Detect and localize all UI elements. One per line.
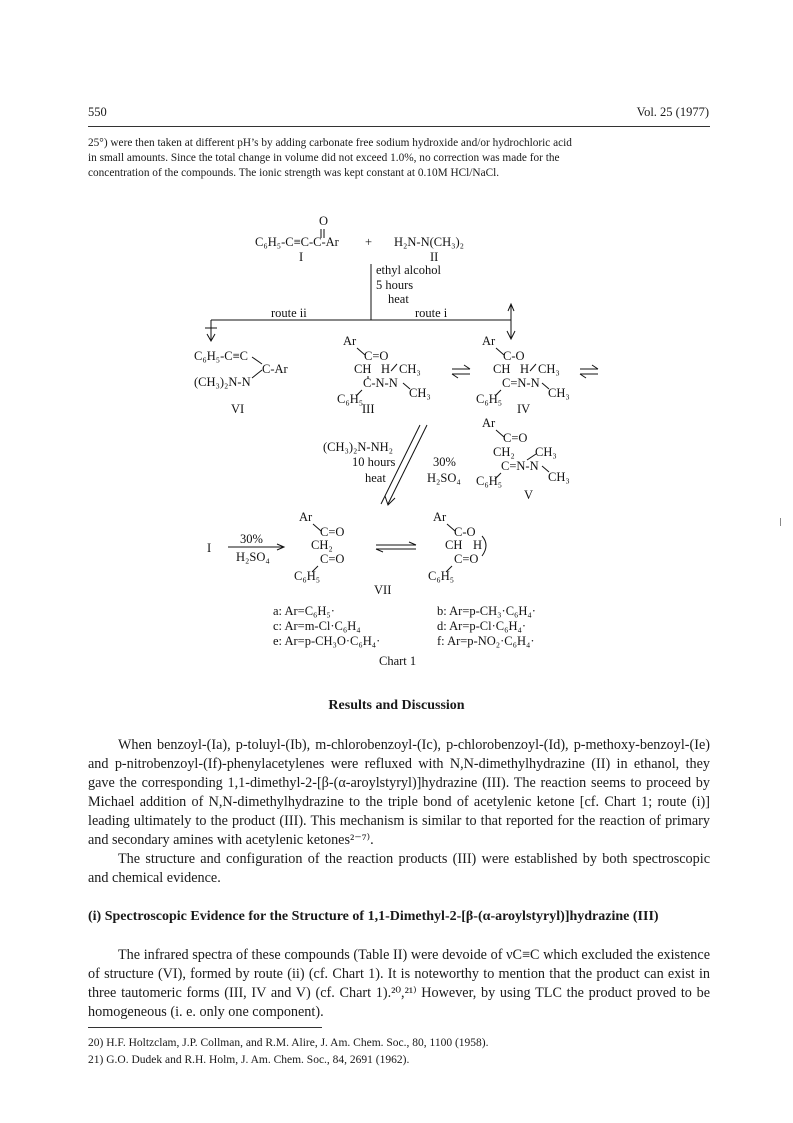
route-ii-label: route ii (271, 306, 307, 320)
intro-line-1: 25°) were then taken at different pH’s by adding carbonate free sodium hydroxide and/or hydrochloric acid (88, 137, 572, 149)
svg-text:C-N-N: C-N-N (363, 376, 398, 390)
section-title: Results and Discussion (328, 698, 465, 713)
vi-bond-2 (252, 370, 262, 378)
condition-time: 5 hours (376, 278, 414, 292)
label-VII: VII (374, 583, 392, 597)
ar-c: c: Ar=m-Cl·C₆H₄ (273, 619, 361, 633)
svg-text:C₆H₅: C₆H₅ (476, 474, 503, 488)
label-III: III (362, 402, 375, 416)
svg-text:H: H (473, 538, 483, 552)
intro-line-3: concentration of the compounds. The ionic strength was kept constant at 0.10M HCl/NaCl. (88, 167, 500, 179)
paragraph-3: The infrared spectra of these compounds (Table II) were devoide of νC≡C which excluded the existence of structure (VI), formed by route (ii) (cf. Chart 1). It is noteworthy to mention that the product can exist in three tautomeric forms (III, IV and V) (cf. Chart 1).²⁰,²¹⁾ However, by using TLC the product proved to be homogeneous (i. e. only one component). (88, 947, 710, 1020)
svg-text:CH₃: CH₃ (399, 362, 421, 376)
label-IV: IV (517, 402, 531, 416)
ar-f: f: Ar=p-NO₂·C₆H₄· (437, 634, 535, 648)
ar-b: b: Ar=p-CH₃·C₆H₄· (437, 604, 536, 618)
ar-e: e: Ar=p-CH₃O·C₆H₄· (273, 634, 381, 648)
bottom-acid-2: H₂SO₄ (236, 550, 270, 564)
svg-text:C=O: C=O (320, 525, 345, 539)
svg-text:CH₃: CH₃ (548, 386, 570, 400)
label-I: I (299, 250, 304, 264)
bottom-I: I (207, 541, 212, 555)
svg-text:C₆H₅: C₆H₅ (476, 392, 503, 406)
svg-text:CH: CH (493, 362, 511, 376)
svg-text:Ar: Ar (482, 334, 496, 348)
svg-text:C=O: C=O (503, 431, 528, 445)
svg-text:H: H (520, 362, 530, 376)
reactant-II: H₂N-N(CH₃)₂ (394, 235, 465, 249)
carbonyl-oxygen: O (319, 214, 329, 228)
svg-text:CH₂: CH₂ (493, 445, 515, 459)
left-reagent-1: (CH₃)₂N-NH₂ (323, 440, 394, 454)
left-reagent-2: 10 hours (352, 455, 396, 469)
plus-sign: + (365, 235, 373, 249)
margin-mark (780, 518, 781, 526)
body-paragraphs (88, 736, 710, 888)
svg-text:C=N-N: C=N-N (501, 459, 539, 473)
right-reagent-2: H₂SO₄ (427, 471, 461, 485)
svg-text:Ar: Ar (482, 416, 496, 430)
condition-heat: heat (388, 292, 409, 306)
page-number: 550 (88, 105, 107, 119)
intro-line-2: in small amounts. Since the total change in volume did not exceed 1.0%, no correction was made for the (88, 152, 560, 164)
svg-text:C₆H₅: C₆H₅ (428, 569, 455, 583)
right-reagent-1: 30% (433, 455, 456, 469)
ar-a: a: Ar=C₆H₅· (273, 604, 335, 618)
svg-text:C=O: C=O (364, 349, 389, 363)
footnote-20: 20) H.F. Holtzclam, J.P. Collman, and R.M. Alire, J. Am. Chem. Soc., 80, 1100 (1958). (88, 1037, 489, 1049)
condition-solvent: ethyl alcohol (376, 263, 441, 277)
svg-text:C=N-N: C=N-N (502, 376, 540, 390)
svg-text:CH₃: CH₃ (535, 445, 557, 459)
vi-bond-1 (252, 357, 262, 364)
ar-d: d: Ar=p-Cl·C₆H₄· (437, 619, 527, 633)
footnote-rule (88, 1027, 322, 1028)
vi-top: C₆H₅-C≡C (194, 349, 248, 363)
svg-text:Ar: Ar (299, 510, 313, 524)
bottom-acid-1: 30% (240, 532, 263, 546)
svg-text:CH₃: CH₃ (548, 470, 570, 484)
body-paragraph-3 (88, 946, 710, 1022)
svg-text:CH₃: CH₃ (538, 362, 560, 376)
svg-text:Ar: Ar (433, 510, 447, 524)
label-VI: VI (231, 402, 245, 416)
svg-text:C-O: C-O (503, 349, 525, 363)
svg-text:C₆H₅: C₆H₅ (294, 569, 321, 583)
svg-text:C=O: C=O (320, 552, 345, 566)
chart-caption: Chart 1 (379, 654, 417, 668)
svg-text:C=O: C=O (454, 552, 479, 566)
subsection-title: (i) Spectroscopic Evidence for the Structure of 1,1-Dimethyl-2-[β-(α-aroylstyryl)]hydrazine (III) (88, 909, 659, 924)
label-II: II (430, 250, 439, 264)
left-reagent-3: heat (365, 471, 386, 485)
paragraph-1: When benzoyl-(Ia), p-toluyl-(Ib), m-chlorobenzoyl-(Ic), p-chlorobenzoyl-(Id), p-methoxy-benzoyl-(Ie) and p-nitrobenzoyl-(If)-phenylacetylenes were refluxed with N,N-dimethylhydrazine (II) in ethanol, they gave the corresponding 1,1-dimethyl-2-[β-(α-aroylstyryl)]hydrazine (III). The reaction seems to proceed by Michael addition of N,N-dimethylhydrazine to the triple bond of acetylenic ketone [cf. Chart 1; route (i)] leading ultimately to the product (III). This mechanism is similar to that reported for the reaction of primary and secondary amines with acetylenic ketones²⁻⁷⁾. (88, 737, 710, 848)
footnote-21: 21) G.O. Dudek and R.H. Holm, J. Am. Chem. Soc., 84, 2691 (1962). (88, 1054, 410, 1066)
svg-text:C₆H₅: C₆H₅ (337, 392, 364, 406)
svg-text:H: H (381, 362, 391, 376)
vi-right: C-Ar (262, 362, 288, 376)
svg-text:CH₂: CH₂ (311, 538, 333, 552)
volume-label: Vol. 25 (1977) (636, 105, 709, 119)
paragraph-2: The structure and configuration of the reaction products (III) were established by both spectroscopic and chemical evidence. (88, 851, 710, 886)
reactant-I: C₆H₅-C≡C-C-Ar (255, 235, 339, 249)
route-i-label: route i (415, 306, 448, 320)
svg-text:Ar: Ar (343, 334, 357, 348)
svg-text:CH: CH (354, 362, 372, 376)
svg-text:CH₃: CH₃ (409, 386, 431, 400)
label-V: V (524, 488, 534, 502)
svg-text:CH: CH (445, 538, 463, 552)
svg-text:C-O: C-O (454, 525, 476, 539)
vi-bottom: (CH₃)₂N-N (194, 375, 251, 389)
